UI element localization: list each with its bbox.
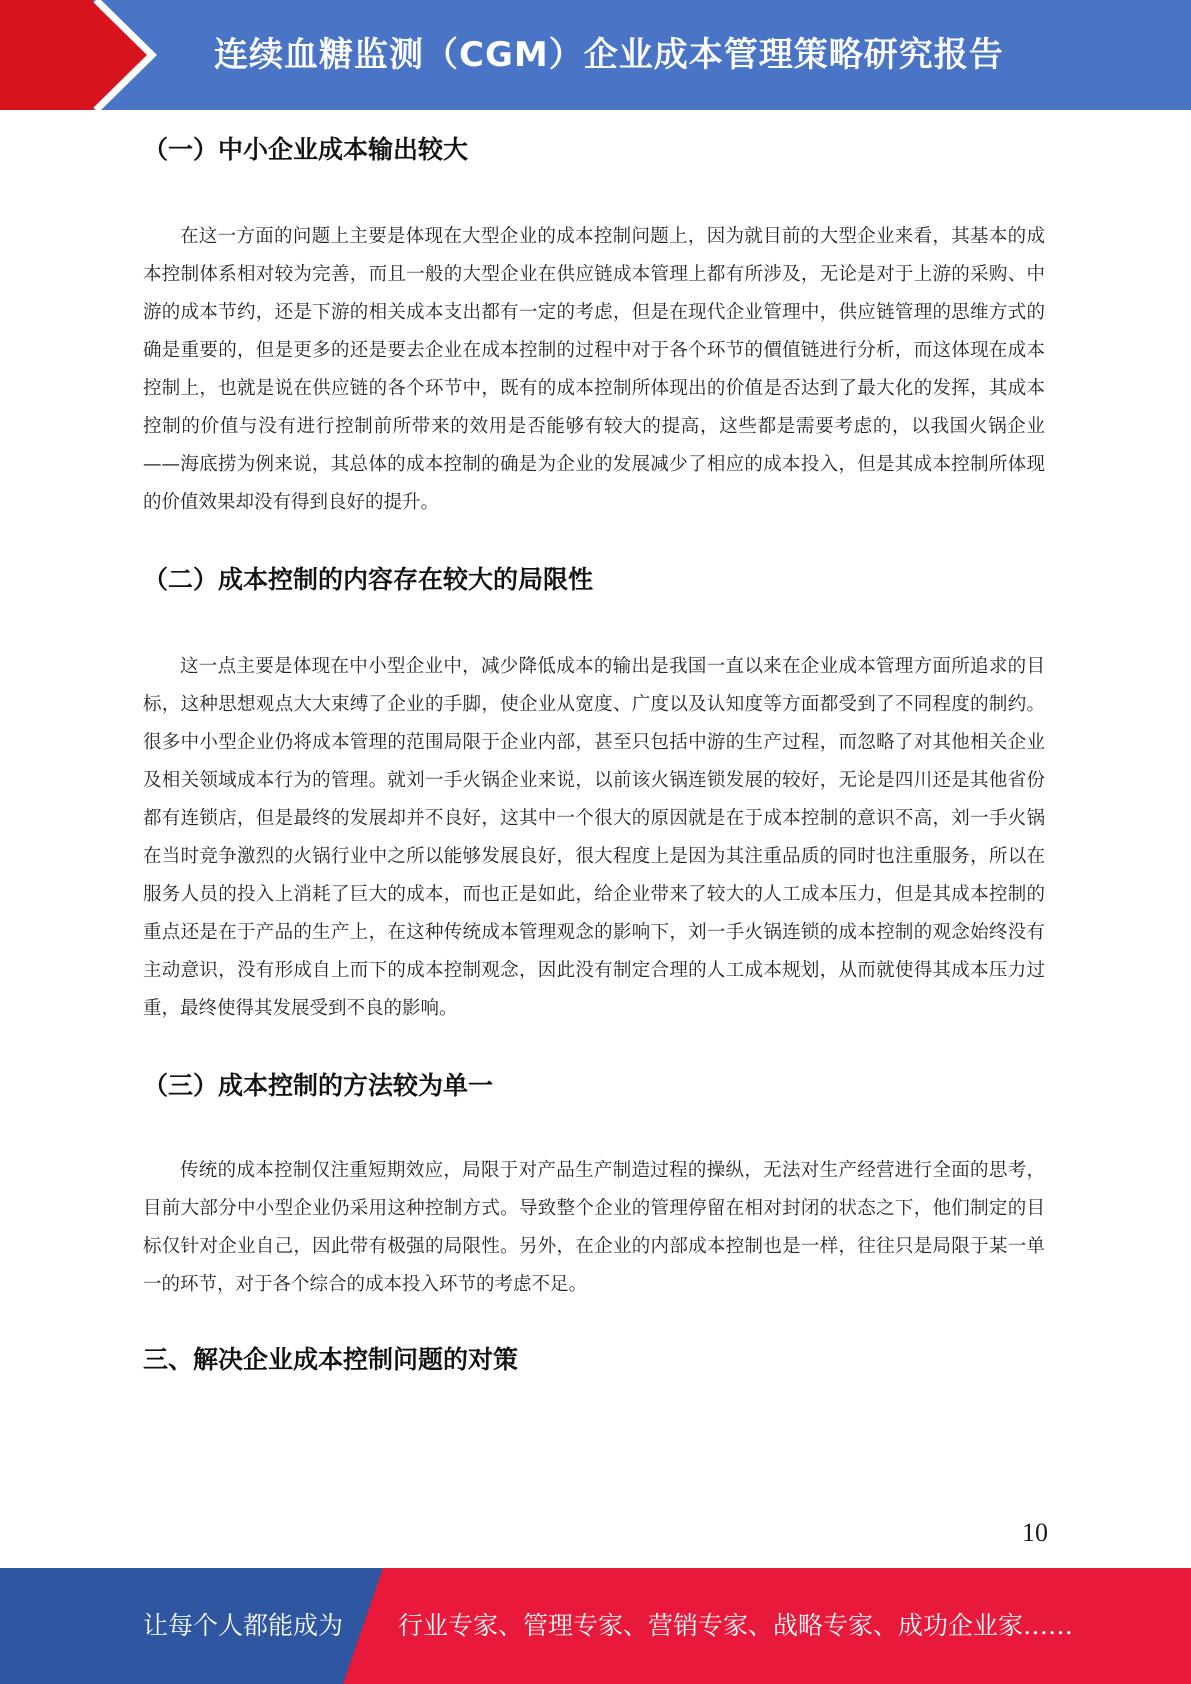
section-heading: （三）成本控制的方法较为单一 bbox=[143, 1071, 494, 1100]
red-chevron-icon bbox=[0, 0, 160, 110]
page-title: 连续血糖监测（CGM）企业成本管理策略研究报告 bbox=[214, 35, 1004, 75]
header-banner bbox=[0, 0, 1191, 110]
chapter-heading: 三、解决企业成本控制问题的对策 bbox=[143, 1345, 519, 1374]
footer-banner bbox=[0, 1568, 1191, 1684]
body-paragraph: 传统的成本控制仅注重短期效应，局限于对产品生产制造过程的操纵，无法对生产经营进行全面的思考，目前大部分中小型企业仍采用这种控制方式。导致整个企业的管理停留在相对封闭的状态之下，他们制定的目标仅针对企业自己，因此带有极强的局限性。另外，在企业的内部成本控制也是一样，往往只是局限于某一单一的环节，对于各个综合的成本投入环节的考虑不足。 bbox=[143, 1160, 1045, 1295]
section-heading: （二）成本控制的内容存在较大的局限性 bbox=[143, 565, 594, 594]
page-number: 10 bbox=[1022, 1518, 1048, 1547]
document-body bbox=[143, 110, 1045, 1380]
body-paragraph: 在这一方面的问题上主要是体现在大型企业的成本控制问题上，因为就目前的大型企业来看，其基本的成本控制体系相对较为完善，而且一般的大型企业在供应链成本管理上都有所涉及，无论是对于上游的采购、中游的成本节约，还是下游的相关成本支出都有一定的考虑，但是在现代企业管理中，供应链管理的思维方式的确是重要的，但是更多的还是要去企业在成本控制的过程中对于各个环节的價值链进行分析，而这体现在成本控制上，也就是说在供应链的各个环节中，既有的成本控制所体现出的价值是否达到了最大化的发挥，其成本控制的价值与没有进行控制前所带来的效用是否能够有较大的提高，这些都是需要考虑的，以我国火锅企业——海底捞为例来说，其总体的成本控制的确是为企业的发展减少了相应的成本投入，但是其成本控制所体现的价值效果却没有得到良好的提升。 bbox=[143, 226, 1045, 513]
section-heading: （一）中小企业成本输出较大 bbox=[143, 135, 469, 164]
footer-slogan-right: 行业专家、管理专家、营销专家、战略专家、成功企业家…… bbox=[398, 1611, 1074, 1640]
body-paragraph: 这一点主要是体现在中小型企业中，减少降低成本的输出是我国一直以来在企业成本管理方面所追求的目标，这种思想观点大大束缚了企业的手脚，使企业从宽度、广度以及认知度等方面都受到了不同程度的制约。很多中小型企业仍将成本管理的范围局限于企业内部，甚至只包括中游的生产过程，而忽略了对其他相关企业及相关领域成本行为的管理。就刘一手火锅企业来说，以前该火锅连锁发展的较好，无论是四川还是其他省份都有连锁店，但是最终的发展却并不良好，这其中一个很大的原因就是在于成本控制的意识不高，刘一手火锅在当时竞争激烈的火锅行业中之所以能够发展良好，很大程度上是因为其注重品质的同时也注重服务，所以在服务人员的投入上消耗了巨大的成本，而也正是如此，给企业带来了较大的人工成本压力，但是其成本控制的重点还是在于产品的生产上，在这种传统成本管理观念的影响下，刘一手火锅连锁的成本控制的观念始终没有主动意识，没有形成自上而下的成本控制观念，因此没有制定合理的人工成本规划，从而就使得其成本压力过重，最终使得其发展受到不良的影响。 bbox=[143, 656, 1045, 1019]
footer-slogan-left: 让每个人都能成为 bbox=[143, 1611, 344, 1640]
